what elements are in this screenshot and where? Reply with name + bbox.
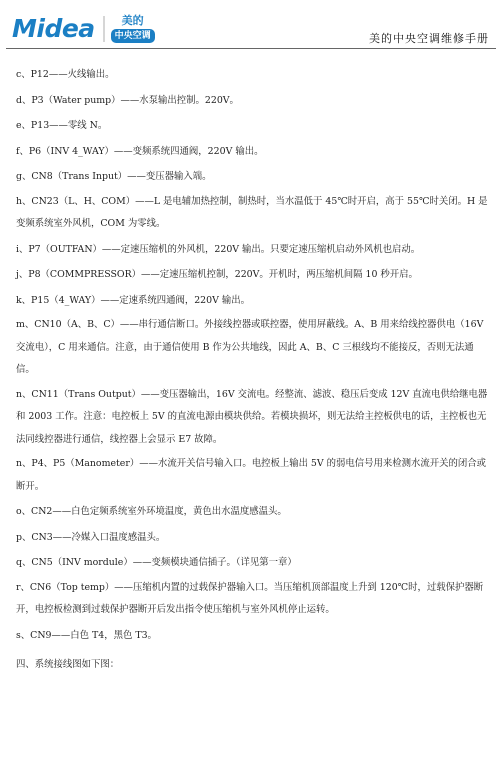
list-item: n、P4、P5（Manometer）——水流开关信号输入口。电控板上输出 5V 的弱电信号用来检测水流开关的闭合或断开。 [16, 458, 487, 492]
list-item: p、CN3——冷媒入口温度感温头。 [16, 531, 166, 543]
list-item: o、CN2——白色定频系统室外环境温度，黄色出水温度感温头。 [16, 506, 287, 517]
brand-name: Midea [12, 14, 95, 43]
list-item: j、P8（COMMPRESSOR）——定速压缩机控制，220V。开机时，两压缩机间隔 10 秒开启。 [16, 269, 418, 280]
central-ac-badge [111, 15, 155, 43]
document-body [16, 63, 488, 677]
list-item: c、P12——火线输出。 [16, 69, 115, 80]
list-item: q、CN5（INV mordule）——变频模块通信插子。（详见第一章） [16, 557, 297, 568]
logo-divider [103, 16, 105, 42]
list-item: e、P13——零线 N。 [16, 120, 108, 131]
list-item: g、CN8（Trans Input）——变压器输入端。 [16, 171, 212, 182]
badge-line2: 中央空调 [111, 29, 155, 43]
list-item: k、P15（4_WAY）——定速系统四通阀，220V 输出。 [16, 294, 250, 306]
list-item: n、CN11（Trans Output）——变压器输出，16V 交流电。经整流、滤波、稳压后变成 12V 直流电供给继电器和 2003 工作。注意：电控板上 5V 的直流电源由模块供给。若模块损坏，则无法给主控板供电的话，主控板也无法同线控器进行通信，线控器上会显示 E7 故障。 [16, 388, 488, 445]
list-item: i、P7（OUTFAN）——定速压缩机的外风机，220V 输出。只要定速压缩机启动外风机也启动。 [16, 243, 421, 255]
list-item: m、CN10（A、B、C）——串行通信断口。外接线控器或联控器，使用屏蔽线。A、B 用来给线控器供电（16V 交流电），C 用来通信。注意，由于通信使用 B 作为公共地线，因此 A、B、C 三根线均不能接反，否则无法通信。 [16, 319, 484, 375]
list-item: r、CN6（Top temp）——压缩机内置的过载保护器输入口。当压缩机顶部温度上升到 120℃时，过载保护器断开，电控板检测到过载保护器断开后发出指令使压缩机与室外风机停止运转。 [16, 581, 484, 615]
header-rule [6, 48, 496, 49]
manual-title: 美的中央空调维修手册 [369, 32, 489, 45]
list-item: h、CN23（L、H、COM）——L 是电辅加热控制，制热时，当水温低于 45℃时开启，高于 55℃时关闭。H 是变频系统室外风机，COM 为零线。 [16, 195, 488, 229]
midea-logo [12, 14, 155, 43]
section-heading: 四、系统接线图如下图： [16, 659, 120, 670]
list-item: f、P6（INV 4_WAY）——变频系统四通阀，220V 输出。 [16, 145, 264, 157]
badge-line1: 美的 [121, 13, 144, 27]
page-header [0, 0, 503, 52]
list-item: d、P3（Water pump）——水泵输出控制。220V。 [16, 94, 239, 106]
list-item: s、CN9——白色 T4，黑色 T3。 [16, 629, 157, 641]
